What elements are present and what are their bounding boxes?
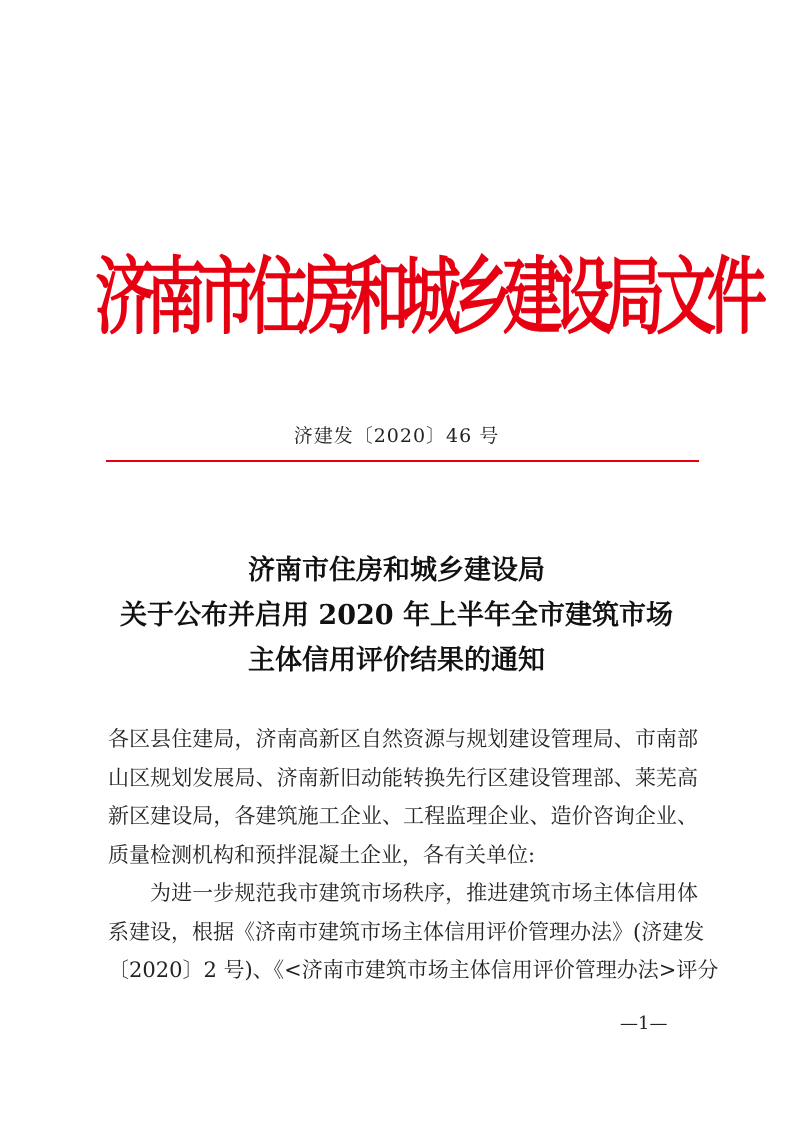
body-line-6: 系建设，根据《济南市建筑市场主体信用评价管理办法》(济建发 [108, 919, 705, 944]
notice-title-line-3: 主体信用评价结果的通知 [248, 645, 545, 676]
red-divider-line [106, 460, 699, 462]
body-text [108, 720, 719, 990]
notice-title [95, 548, 698, 683]
notice-title-line-2: 关于公布并启用 2020 年上半年全市建筑市场 [120, 600, 673, 631]
notice-title-line-1: 济南市住房和城乡建设局 [248, 555, 545, 586]
page-number: —1— [620, 1013, 668, 1034]
body-line-7: 〔2020〕2 号)、《<济南市建筑市场主体信用评价管理办法>评分 [108, 958, 719, 982]
body-line-3: 新区建设局，各建筑施工企业、工程监理企业、造价咨询企业、 [108, 804, 698, 828]
body-line-2: 山区规划发展局、济南新旧动能转换先行区建设管理部、莱芜高 [108, 765, 698, 790]
body-line-5: 为进一步规范我市建筑市场秩序，推进建筑市场主体信用体 [150, 881, 698, 905]
document-number: 济建发〔2020〕46 号 [293, 425, 500, 447]
body-line-1: 各区县住建局，济南高新区自然资源与规划建设管理局、市南部 [108, 727, 698, 751]
body-line-4: 质量检测机构和预拌混凝土企业，各有关单位: [108, 842, 536, 867]
issuer-title: 济南市住房和城乡建设局文件 [95, 249, 758, 347]
